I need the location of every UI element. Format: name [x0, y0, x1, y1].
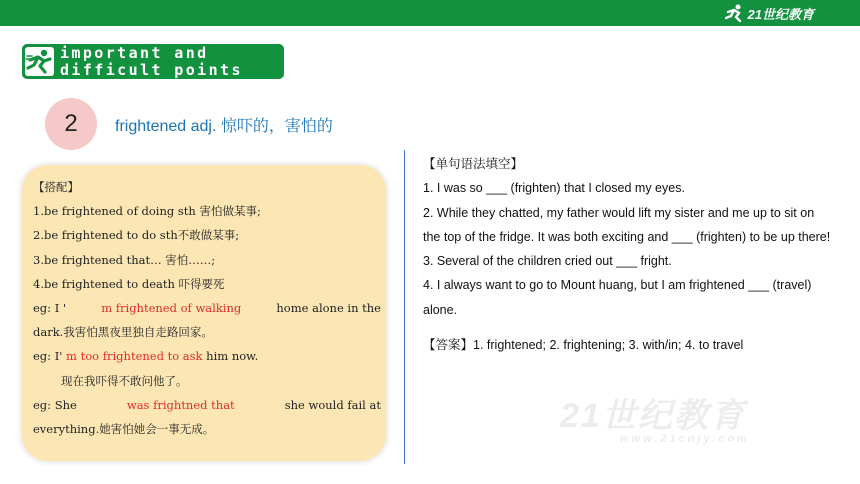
example-sentence	[33, 393, 381, 417]
example-translation: dark.我害怕黑夜里独自走路回家。	[33, 325, 213, 340]
example-translation: 现在我吓得不敢问他了。	[61, 373, 188, 388]
section-number: 2	[64, 110, 78, 137]
example-highlight: m too frightened to ask	[62, 349, 203, 364]
answer-text: 1. frightened; 2. frightening; 3. with/in; 4. to travel	[473, 338, 744, 353]
top-bar	[0, 0, 860, 26]
example-sentence	[33, 344, 381, 368]
example-highlight: m frightened of walking	[101, 300, 242, 315]
example-translation: everything.她害怕她会一事无成。	[33, 421, 215, 436]
example-text: home alone in the	[276, 300, 381, 315]
brand-logo	[725, 3, 814, 23]
answer-label: 【答案】	[423, 338, 474, 353]
answer-line	[423, 333, 833, 357]
section-header	[22, 44, 284, 79]
section-number-badge	[45, 98, 97, 150]
section-title-line1: important and	[60, 44, 209, 62]
exercise-panel	[423, 152, 833, 357]
collocation-item: 3.be frightened that… 害怕……;	[33, 252, 216, 267]
collocation-list	[33, 175, 381, 441]
section-title	[60, 45, 280, 79]
example-text: eg: I '	[33, 300, 67, 315]
example-text: she would fail at	[284, 397, 381, 412]
example-sentence	[33, 296, 381, 320]
brand-text: 21世纪教育	[747, 6, 814, 22]
watermark	[560, 388, 750, 445]
watermark-text: 21世纪教育	[560, 397, 746, 435]
example-text: eg: She	[33, 397, 77, 412]
collocation-title: 【搭配】	[33, 180, 79, 194]
runner-icon	[725, 4, 745, 22]
exercise-question: 2. While they chatted, my father would lift my sister and me up to sit on the top of the fridge. It was both exciting and ___ (frighten) to be up there!	[423, 205, 831, 244]
collocation-item: 2.be frightened to do sth不敢做某事;	[33, 228, 240, 243]
runner-icon	[25, 47, 54, 76]
collocation-item: 1.be frightened of doing sth 害怕做某事;	[33, 204, 261, 219]
vocab-heading: frightened adj. 惊吓的，害怕的	[115, 118, 333, 135]
exercise-question: 4. I always want to go to Mount huang, but I am frightened ___ (travel) alone.	[423, 278, 812, 317]
column-divider	[404, 150, 405, 464]
exercise-question: 3. Several of the children cried out ___ fright.	[423, 254, 672, 269]
watermark-url: www.21cnjy.com	[620, 433, 750, 445]
exercise-title: 【单句语法填空】	[423, 157, 524, 171]
exercise-question: 1. I was so ___ (frighten) that I closed my eyes.	[423, 181, 685, 196]
example-highlight: was frightned that	[126, 397, 235, 412]
example-text: eg: I'	[33, 349, 63, 364]
collocation-item: 4.be frightened to death 吓得要死	[33, 276, 225, 291]
section-title-line2: difficult points	[60, 61, 243, 79]
example-text: him now.	[202, 349, 259, 364]
